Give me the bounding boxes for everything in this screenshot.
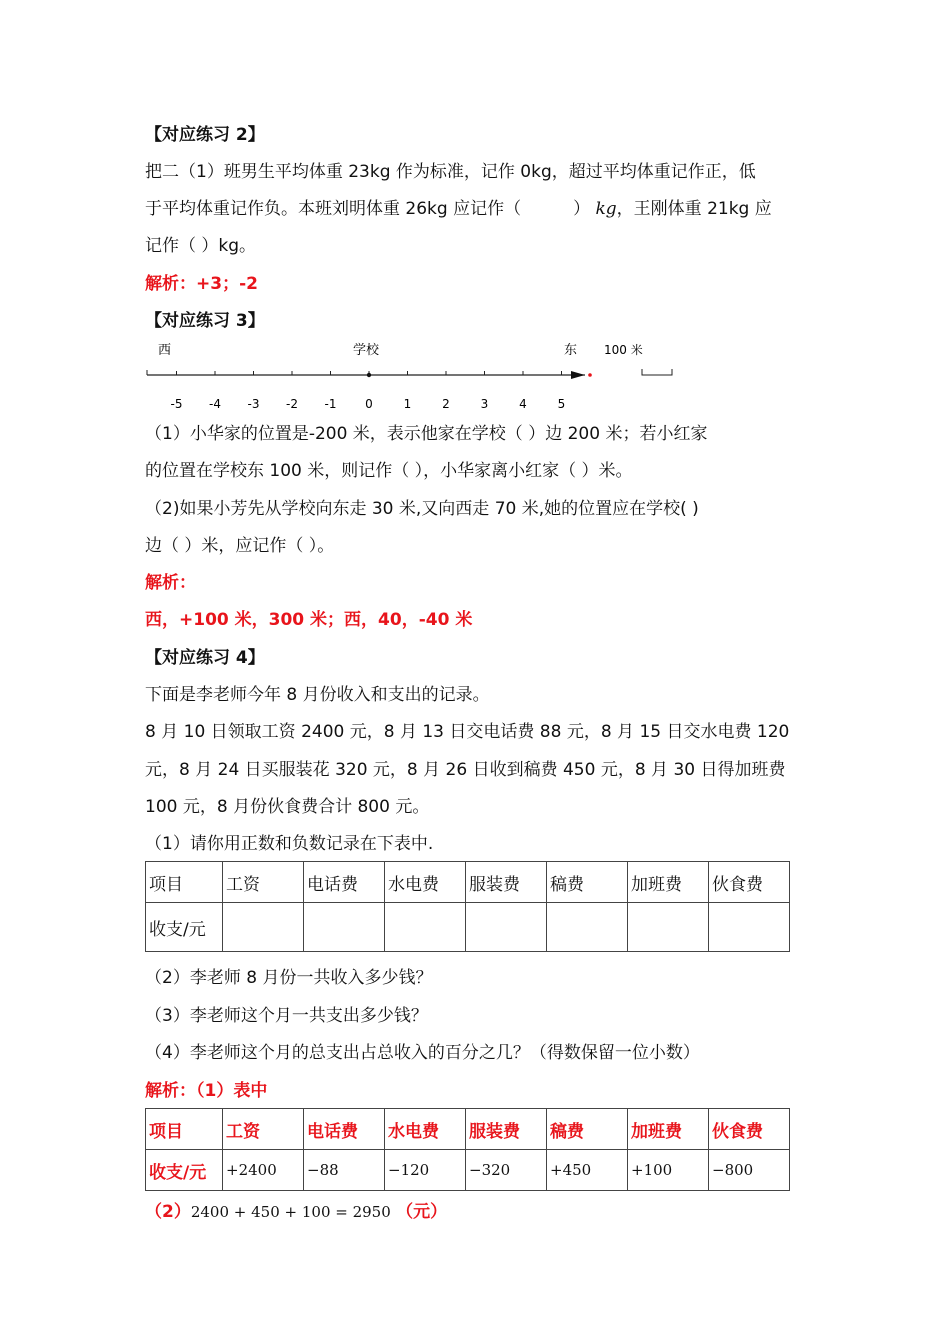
table-header-cell: 项目 bbox=[146, 862, 223, 903]
axis-label-east: 东 bbox=[564, 343, 578, 358]
table-value-cell: −88 bbox=[304, 1150, 385, 1191]
origin-point bbox=[367, 373, 371, 377]
ex3-q1-line2: 的位置在学校东 100 米，则记作（ ），小华家离小红家（ ）米。 bbox=[145, 461, 633, 481]
ex2-line2c: ，王刚体重 21kg 应 bbox=[616, 199, 772, 219]
table-row-label: 收支/元 bbox=[146, 1150, 223, 1191]
axis-tick-label: 3 bbox=[480, 397, 489, 411]
ex4-answer2 bbox=[145, 1201, 447, 1223]
table-empty-cell bbox=[709, 903, 790, 952]
ex2-unit-kg: kg bbox=[595, 199, 617, 219]
table-value-cell: −800 bbox=[709, 1150, 790, 1191]
axis-end-dot bbox=[588, 373, 592, 377]
ex4-answer2-label: （2） bbox=[145, 1202, 191, 1222]
ex2-line2b: ） bbox=[573, 199, 591, 219]
ex2-line3: 记作（ ）kg。 bbox=[145, 236, 257, 256]
axis-label-west: 西 bbox=[158, 343, 172, 358]
axis-tick-label: -1 bbox=[324, 397, 337, 411]
table-header-cell: 服装费 bbox=[466, 862, 547, 903]
blank-record-table bbox=[145, 861, 790, 952]
ex4-para-line2: 元，8 月 24 日买服装花 320 元，8 月 26 日收到稿费 450 元，8 月 30 日得加班费 bbox=[145, 760, 786, 780]
table-header-cell: 水电费 bbox=[385, 1109, 466, 1150]
ex2-answer: 解析：+3；-2 bbox=[145, 274, 258, 294]
table-empty-cell bbox=[547, 903, 628, 952]
ex4-q3: （3）李老师这个月一共支出多少钱？ bbox=[145, 1006, 428, 1026]
ex2-line2a: 于平均体重记作负。本班刘明体重 26kg 应记作（ bbox=[145, 199, 522, 219]
table-header-cell: 电话费 bbox=[304, 862, 385, 903]
table-header-cell: 稿费 bbox=[547, 1109, 628, 1150]
table-header-cell: 服装费 bbox=[466, 1109, 547, 1150]
table-empty-cell bbox=[385, 903, 466, 952]
axis-tick-label: 2 bbox=[442, 397, 450, 411]
table-row-label: 收支/元 bbox=[146, 903, 223, 952]
axis-ticks bbox=[147, 370, 562, 375]
table-value-cell: +450 bbox=[547, 1150, 628, 1191]
ex2-heading: 【对应练习 2】 bbox=[145, 125, 265, 145]
table-row bbox=[146, 903, 790, 952]
axis-arrow bbox=[571, 371, 585, 379]
ex4-heading: 【对应练习 4】 bbox=[145, 648, 265, 668]
table-header-cell: 电话费 bbox=[304, 1109, 385, 1150]
answer-record-table bbox=[145, 1108, 790, 1191]
ex4-intro: 下面是李老师今年 8 月份收入和支出的记录。 bbox=[145, 685, 490, 705]
ex3-heading: 【对应练习 3】 bbox=[145, 311, 265, 331]
table-header-cell: 工资 bbox=[223, 1109, 304, 1150]
number-line-diagram bbox=[145, 338, 685, 418]
axis-scale-label: 100 米 bbox=[604, 343, 643, 357]
ex2-line1: 把二（1）班男生平均体重 23kg 作为标准，记作 0kg，超过平均体重记作正，低 bbox=[145, 162, 756, 182]
ex4-q1: （1）请你用正数和负数记录在下表中. bbox=[145, 834, 434, 854]
table-header-cell: 加班费 bbox=[628, 862, 709, 903]
axis-tick-label: 0 bbox=[365, 397, 373, 411]
table-value-cell: −120 bbox=[385, 1150, 466, 1191]
ex3-q2-line2: 边（ ）米，应记作（ ）。 bbox=[145, 536, 335, 556]
ex4-para-line3: 100 元，8 月份伙食费合计 800 元。 bbox=[145, 797, 430, 817]
ex4-answer2-expr: 2400 + 450 + 100 = 2950 bbox=[190, 1203, 391, 1221]
axis-tick-label: 1 bbox=[403, 397, 412, 411]
table-header-row bbox=[146, 1109, 790, 1150]
ex3-q1-line1: （1）小华家的位置是-200 米，表示他家在学校（ ）边 200 米；若小红家 bbox=[145, 424, 708, 444]
axis-tick-label: 5 bbox=[557, 397, 566, 411]
table-empty-cell bbox=[223, 903, 304, 952]
table-header-cell: 水电费 bbox=[385, 862, 466, 903]
axis-tick-label: 4 bbox=[519, 397, 527, 411]
axis-tick-labels bbox=[171, 397, 566, 411]
table-header-cell: 伙食费 bbox=[709, 862, 790, 903]
table-value-cell: −320 bbox=[466, 1150, 547, 1191]
ex4-q2: （2）李老师 8 月份一共收入多少钱？ bbox=[145, 968, 433, 988]
table-header-cell: 伙食费 bbox=[709, 1109, 790, 1150]
table-empty-cell bbox=[304, 903, 385, 952]
ex2-line2 bbox=[145, 198, 772, 220]
ex3-answer-label: 解析： bbox=[145, 573, 196, 593]
ex4-answer2-unit: （元） bbox=[396, 1202, 448, 1222]
axis-tick-label: -3 bbox=[247, 397, 260, 411]
axis-tick-label: -2 bbox=[286, 397, 298, 411]
ex3-answer: 西，+100 米，300 米；西，40，-40 米 bbox=[145, 610, 473, 630]
axis-tick-label: -5 bbox=[170, 397, 183, 411]
axis-label-school: 学校 bbox=[353, 343, 380, 358]
table-header-cell: 加班费 bbox=[628, 1109, 709, 1150]
ex4-q4: （4）李老师这个月的总支出占总收入的百分之几？（得数保留一位小数） bbox=[145, 1043, 700, 1063]
table-header-cell: 项目 bbox=[146, 1109, 223, 1150]
table-empty-cell bbox=[466, 903, 547, 952]
table-value-cell: +2400 bbox=[223, 1150, 304, 1191]
axis-tick-label: -4 bbox=[209, 397, 221, 411]
table-empty-cell bbox=[628, 903, 709, 952]
scale-bar bbox=[642, 369, 672, 375]
table-value-cell: +100 bbox=[628, 1150, 709, 1191]
ex3-q2-line1: （2)如果小芳先从学校向东走 30 米,又向西走 70 米,她的位置应在学校( ) bbox=[145, 499, 699, 519]
table-header-cell: 稿费 bbox=[547, 862, 628, 903]
table-row bbox=[146, 1150, 790, 1191]
table-header-row bbox=[146, 862, 790, 903]
table-header-cell: 工资 bbox=[223, 862, 304, 903]
ex4-answer-label: 解析：（1）表中 bbox=[145, 1081, 268, 1101]
ex4-para-line1: 8 月 10 日领取工资 2400 元，8 月 13 日交电话费 88 元，8 月 15 日交水电费 120 bbox=[145, 722, 790, 742]
